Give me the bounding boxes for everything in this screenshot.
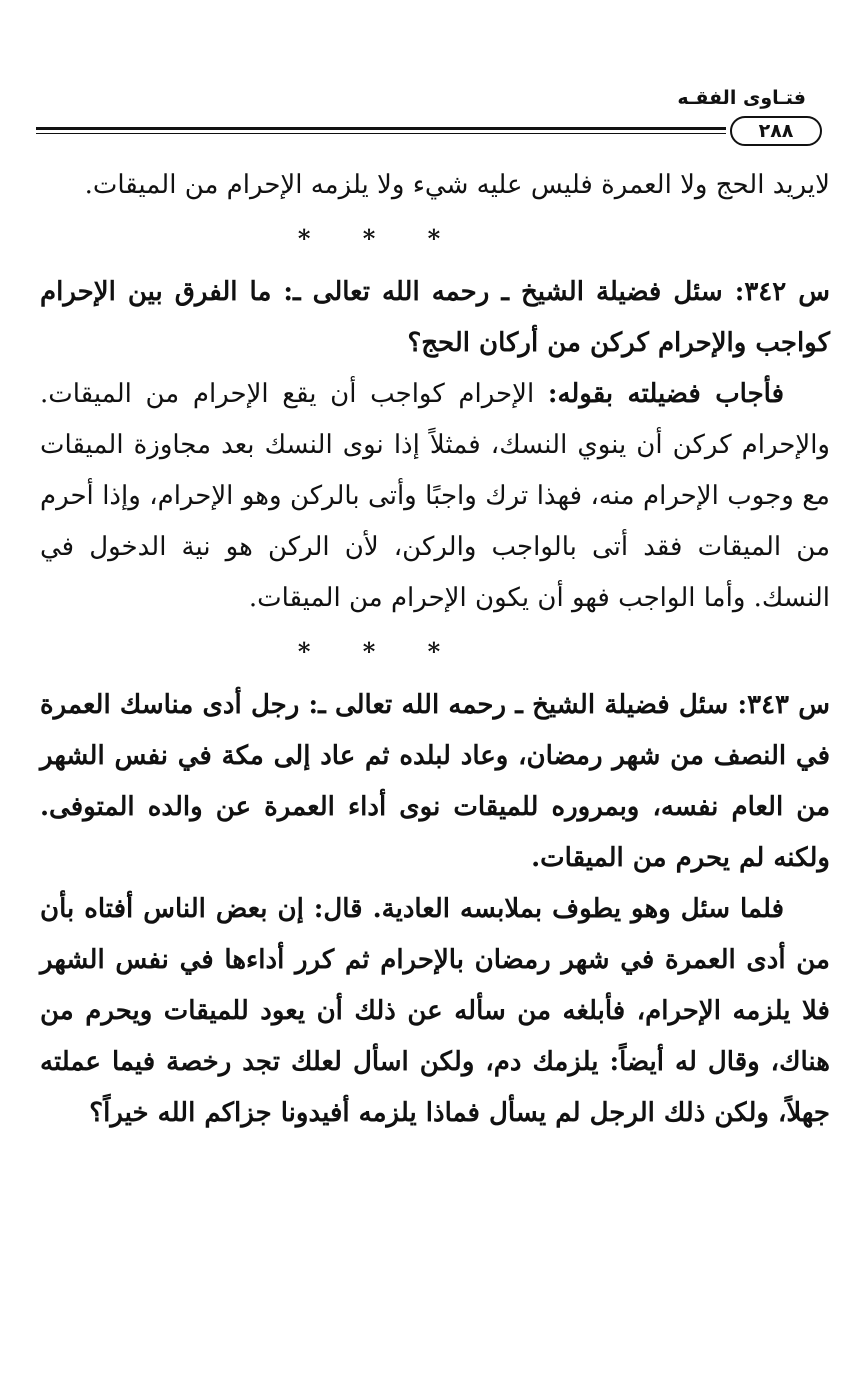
question-number: س ٣٤٣: [737,690,830,720]
header-rule [36,127,726,130]
page-body [40,160,830,1139]
question-text: سئل فضيلة الشيخ ـ رحمه الله تعالى ـ: ما الفرق بين الإحرام كواجب والإحرام كركن من أركان الحج؟ [40,277,830,358]
section-separator: * * * [297,637,463,666]
page-number: ٢٨٨ [730,116,822,146]
header-rule-thin [36,133,726,134]
question-343 [40,680,830,884]
answer-342 [40,369,830,624]
question-342 [40,267,830,369]
section-separator: * * * [297,224,463,253]
paragraph-intro: لايريد الحج ولا العمرة فليس عليه شيء ولا يلزمه الإحرام من الميقات. [84,170,830,200]
question-number: س ٣٤٢: [734,277,830,307]
question-343-continuation: فلما سئل وهو يطوف بملابسه العادية. قال: إن بعض الناس أفتاه بأن من أدى العمرة في شهر رمضان بالإحرام ثم كرر أداءها في نفس الشهر فلا يلزمه الإحرام، فأبلغه من سأله عن ذلك أن يعود للميقات ويحرم من هناك، وقال له أيضاً: يلزمك دم، ولكن اسأل لعلك تجد رخصة فيما عملته جهلاً، ولكن ذلك الرجل لم يسأل فماذا يلزمه أفيدونا جزاكم الله خيراً؟ [40,894,830,1128]
question-text: سئل فضيلة الشيخ ـ رحمه الله تعالى ـ: رجل أدى مناسك العمرة في النصف من شهر رمضان، وعاد لبلده ثم عاد إلى مكة في نفس الشهر من العام نفسه، وبمروره للميقات نوى أداء العمرة عن والده المتوفى. ولكنه لم يحرم من الميقات. [40,690,830,873]
answer-lead: فأجاب فضيلته بقوله: [547,379,785,409]
answer-text: الإحرام كواجب أن يقع الإحرام من الميقات. والإحرام كركن أن ينوي النسك، فمثلاً إذا نوى النسك بعد مجاوزة الميقات مع وجوب الإحرام منه، فهذا ترك واجبًا وأتى بالركن وهو الإحرام، وإذا أحرم من الميقات فقد أتى بالواجب والركن، لأن الركن هو نية الدخول في النسك. وأما الواجب فهو أن يكون الإحرام من الميقات. [40,379,830,613]
running-title: فتـاوى الفقـه [677,87,806,109]
